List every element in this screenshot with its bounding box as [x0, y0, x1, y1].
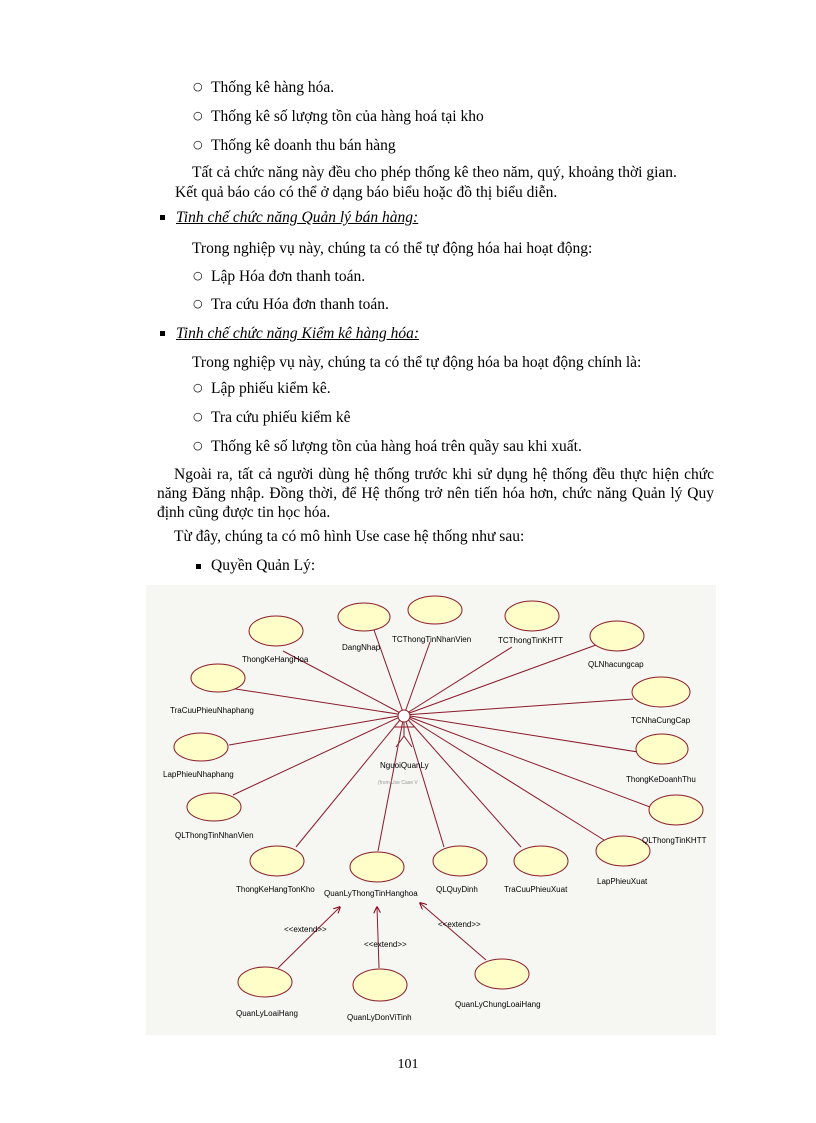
circle-bullet-icon: ○ [193, 269, 203, 282]
circle-bullet-icon: ○ [193, 80, 203, 93]
use-case-ellipse [636, 734, 688, 764]
list-item: Thống kê hàng hóa. [211, 79, 335, 96]
use-case-label: TCNhaCungCap [631, 716, 691, 725]
use-case-ellipse [338, 603, 390, 631]
use-case-label: QuanLyDonViTinh [347, 1013, 412, 1022]
paragraph-line: Trong nghiệp vụ này, chúng ta có thể tự động hóa ba hoạt động chính là: [192, 354, 642, 371]
use-case-label: TraCuuPhieuNhaphang [170, 706, 254, 715]
list-item: Thống kê số lượng tồn của hàng hoá tại kho [211, 108, 484, 125]
use-case-label: ThongKeHangHoa [242, 655, 309, 664]
circle-bullet-icon: ○ [193, 109, 203, 122]
use-case-ellipse [249, 616, 303, 646]
use-case-diagram [146, 585, 716, 1035]
use-case-label: DangNhap [342, 643, 381, 652]
use-case-ellipse [433, 846, 487, 876]
use-case-label: QLNhacungcap [588, 660, 644, 669]
circle-bullet-icon: ○ [193, 381, 203, 394]
paragraph-line: Tất cả chức năng này đều cho phép thống kê theo năm, quý, khoảng thời gian. [192, 164, 677, 181]
use-case-label: LapPhieuNhaphang [163, 770, 234, 779]
use-case-label: TraCuuPhieuXuat [504, 885, 568, 894]
use-case-ellipse [353, 969, 407, 1001]
use-case-label: QuanLyLoaiHang [236, 1009, 298, 1018]
circle-bullet-icon: ○ [193, 439, 203, 452]
circle-bullet-icon: ○ [193, 138, 203, 151]
extend-label: <<extend>> [438, 920, 481, 929]
actor-package-note: (from Use Case V [378, 780, 418, 786]
use-case-label: QLQuyDinh [436, 885, 478, 894]
list-item: Thống kê doanh thu bán hàng [211, 137, 396, 154]
use-case-ellipse [250, 846, 304, 876]
use-case-label: ThongKeDoanhThu [626, 775, 696, 784]
use-case-label: QLThongTinNhanVien [175, 831, 254, 840]
list-item: Lập Hóa đơn thanh toán. [211, 268, 366, 285]
list-item: Lập phiếu kiểm kê. [211, 380, 331, 397]
paragraph-line: Kết quả báo cáo có thể ở dạng báo biểu hoặc đồ thị biểu diễn. [175, 184, 558, 201]
use-case-ellipse [187, 793, 241, 821]
use-case-label: QLThongTinKHTT [642, 836, 707, 845]
use-case-ellipse [632, 677, 690, 707]
use-case-ellipse [649, 795, 703, 825]
use-case-label: ThongKeHangTonKho [236, 885, 315, 894]
square-bullet-icon [160, 331, 165, 336]
use-case-ellipse [514, 846, 568, 876]
square-bullet-icon [196, 564, 201, 569]
use-case-ellipse [475, 959, 529, 989]
paragraph-line: Trong nghiệp vụ này, chúng ta có thể tự động hóa hai hoạt động: [192, 240, 593, 257]
use-case-ellipse [590, 621, 644, 651]
list-item: Tra cứu phiếu kiểm kê [211, 409, 351, 426]
list-item: Thống kê số lượng tồn của hàng hoá trên quầy sau khi xuất. [211, 438, 582, 455]
use-case-ellipse [408, 596, 462, 624]
use-case-ellipse [238, 967, 292, 997]
circle-bullet-icon: ○ [193, 297, 203, 310]
use-case-ellipse [505, 601, 559, 631]
section-heading: Tinh chế chức năng Quản lý bán hàng: [176, 209, 419, 226]
extend-label: <<extend>> [284, 925, 327, 934]
actor-label: NguoiQuanLy [380, 761, 429, 770]
use-case-label: TCThongTinKHTT [498, 636, 564, 645]
use-case-label: LapPhieuXuat [597, 877, 648, 886]
use-case-ellipse [191, 664, 245, 692]
section-heading: Tinh chế chức năng Kiểm kê hàng hóa: [176, 325, 420, 342]
square-bullet-icon [160, 215, 165, 220]
paragraph-model: Từ đây, chúng ta có mô hình Use case hệ thống như sau: [174, 528, 525, 545]
role-heading: Quyền Quản Lý: [211, 557, 316, 574]
use-case-label: QuanLyChungLoaiHang [455, 1000, 541, 1009]
use-case-label: QuanLyThongTinHanghoa [324, 889, 418, 898]
circle-bullet-icon: ○ [193, 410, 203, 423]
use-case-label: TCThongTinNhanVien [392, 635, 472, 644]
use-case-ellipse [350, 852, 404, 882]
extend-label: <<extend>> [364, 940, 407, 949]
list-item: Tra cứu Hóa đơn thanh toán. [211, 296, 389, 313]
page-number: 101 [397, 1057, 419, 1072]
paragraph-login: Ngoài ra, tất cả người dùng hệ thống trước khi sử dụng hệ thống đều thực hiện chức năng Đăng nhập. Đồng thời, để Hệ thống trở nên tiến hóa hơn, chức năng Quản lý Quy định cũng được tin học hóa. [157, 466, 714, 521]
use-case-ellipse [174, 733, 228, 761]
